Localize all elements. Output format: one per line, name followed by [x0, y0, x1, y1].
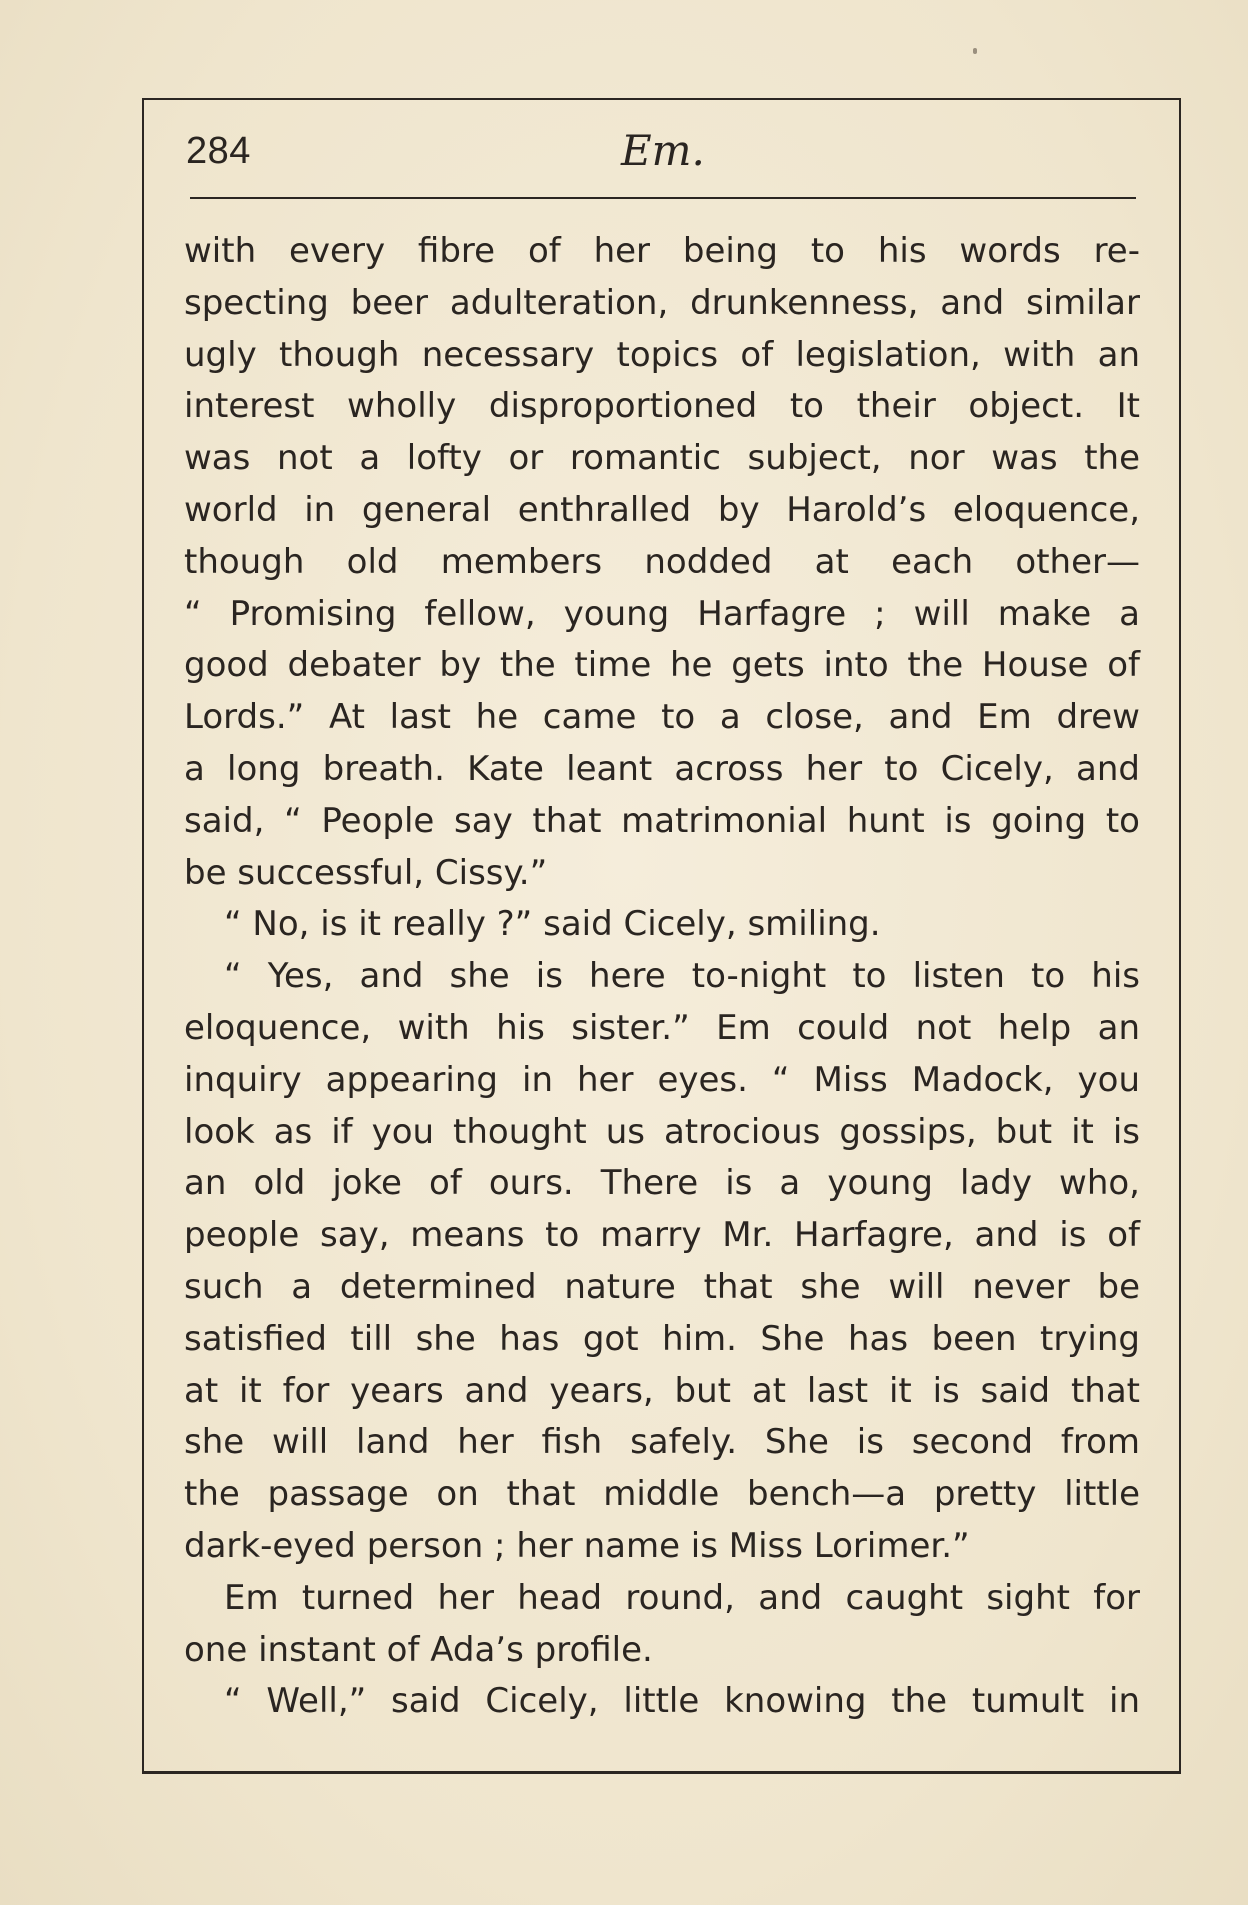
text-line: satisfied till she has got him. She has been trying [184, 1318, 1140, 1359]
text-line: specting beer adulteration, drunkenness, and similar [184, 282, 1140, 323]
text-line: said, “ People say that matrimonial hunt is going to [184, 800, 1140, 841]
text-line: be successful, Cissy.” [184, 852, 548, 893]
text-line: interest wholly disproportioned to their object. It [184, 386, 1140, 427]
text-line: she will land her fish safely. She is second from [184, 1422, 1140, 1463]
header-rule [190, 197, 1136, 199]
text-line: with every fibre of her being to his words re- [184, 231, 1140, 271]
text-line: world in general enthralled by Harold’s eloquence, [184, 489, 1140, 530]
paper-speck [973, 48, 977, 54]
text-line: a long breath. Kate leant across her to Cicely, and [184, 748, 1140, 789]
body-text [184, 226, 1140, 1728]
page-number: 284 [186, 130, 251, 172]
text-line: look as if you thought us atrocious gossips, but it is [184, 1111, 1140, 1152]
text-line: eloquence, with his sister.” Em could not help an [184, 1007, 1140, 1048]
text-line: though old members nodded at each other— [184, 541, 1140, 582]
text-line: such a determined nature that she will never be [184, 1266, 1140, 1307]
text-line: inquiry appearing in her eyes. “ Miss Madock, you [184, 1059, 1140, 1100]
text-line: “ Promising fellow, young Harfagre ; will make a [184, 593, 1140, 634]
text-line: ugly though necessary topics of legislation, with an [184, 334, 1140, 375]
text-line: “ Yes, and she is here to-night to listen to his [224, 956, 1140, 997]
text-line: dark-eyed person ; her name is Miss Lorimer.” [184, 1525, 970, 1566]
text-line: people say, means to marry Mr. Harfagre, and is of [184, 1215, 1140, 1256]
text-line: Em turned her head round, and caught sight for [224, 1577, 1140, 1618]
text-line: an old joke of ours. There is a young lady who, [184, 1163, 1140, 1204]
text-line: was not a lofty or romantic subject, nor was the [184, 438, 1140, 479]
text-line: Lords.” At last he came to a close, and Em drew [184, 697, 1140, 738]
text-line: “ No, is it really ?” said Cicely, smiling. [224, 904, 881, 945]
running-title: Em. [621, 126, 705, 175]
text-line: one instant of Ada’s profile. [184, 1629, 653, 1670]
text-line: at it for years and years, but at last it is said that [184, 1370, 1140, 1411]
text-line: “ Well,” said Cicely, little knowing the tumult in [224, 1681, 1140, 1722]
text-line: good debater by the time he gets into the House of [184, 645, 1140, 686]
text-line: the passage on that middle bench—a pretty little [184, 1474, 1140, 1515]
running-head [186, 118, 1136, 188]
